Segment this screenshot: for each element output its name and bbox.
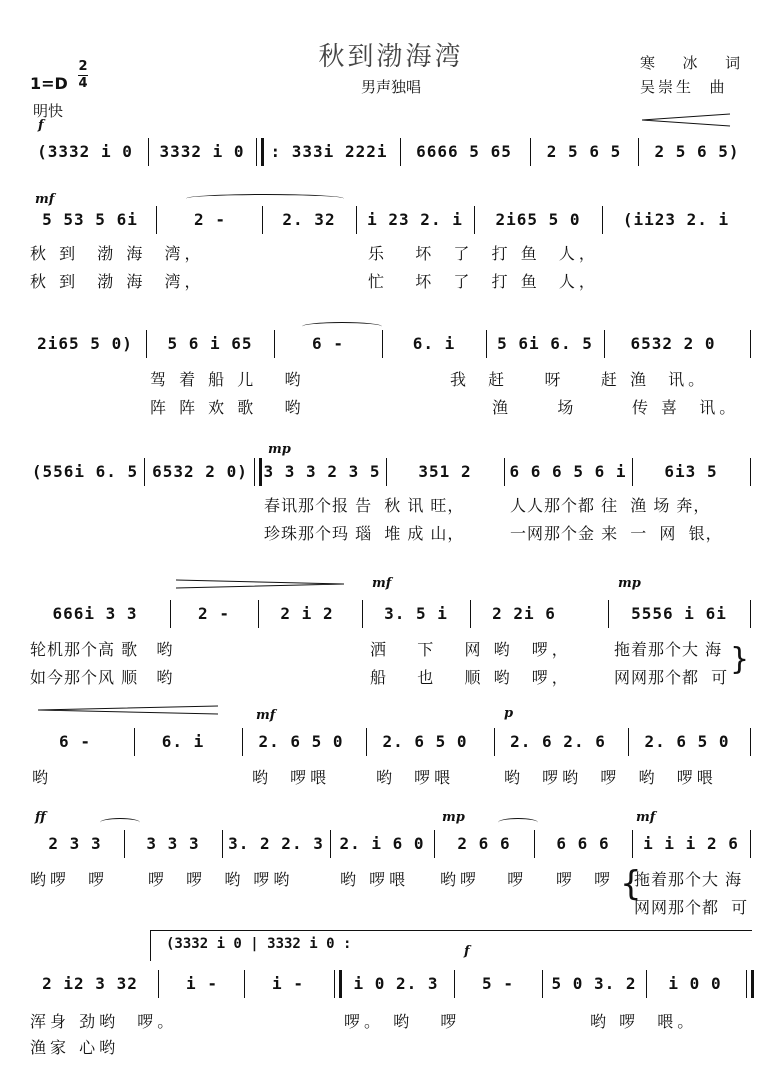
tie-slur (100, 818, 140, 827)
measure: 6i3 5 (664, 462, 718, 481)
lyric-phrase: 忙 坏 了 打 鱼 人， (368, 272, 599, 291)
measure: 2 - (198, 604, 230, 623)
measure: 666i 3 3 (52, 604, 138, 623)
dynamic-mark: mf (372, 576, 392, 591)
decrescendo-icon (642, 112, 732, 128)
dynamic-mark: mp (618, 576, 641, 591)
lyric-phrase: 哟 啰喂 (340, 870, 410, 889)
lyric-phrase: 哟 啰喂 (252, 768, 331, 787)
measure: i 0 2. 3 (353, 974, 439, 993)
lyric-phrase: 轮机那个高 歌 哟 (30, 640, 174, 659)
lyric-phrase: 网网那个都 可 (634, 898, 749, 917)
lyric-phrase: 哟 啰哟 啰 哟 啰喂 (504, 768, 717, 787)
lyric-phrase: 春讯那个报 告 秋 讯 旺， (264, 496, 465, 515)
tie-slur (186, 194, 344, 203)
crescendo-icon (176, 578, 346, 590)
lyric-line (30, 524, 752, 544)
measure: 3 3 3 2 3 5 (263, 462, 381, 481)
measure: 6. i (161, 732, 205, 751)
measure: i 0 0 (668, 974, 722, 993)
measure: (ii23 2. i (622, 210, 730, 229)
measure: 3 3 3 (146, 834, 200, 853)
staff-row-7 (30, 832, 752, 856)
time-signature-bottom: 4 (78, 76, 88, 91)
dynamic-mark: f (38, 118, 44, 133)
dynamic-mark: mp (268, 442, 291, 457)
measure: 2 - (194, 210, 226, 229)
lyric-phrase: 船 也 顺 哟 啰， (370, 668, 572, 687)
lyric-phrase: 秋 到 渤 海 湾， (30, 244, 205, 263)
staff-row-2 (30, 208, 752, 232)
staff-row-8 (30, 972, 752, 996)
measure: 351 2 (418, 462, 472, 481)
lyric-line (30, 640, 752, 660)
measure: 2 5 6 5) (654, 142, 740, 161)
lyric-phrase: 啰 啰 (556, 870, 615, 889)
lyric-phrase: 啰。 哟 啰 (344, 1012, 461, 1031)
lyric-line (30, 1038, 752, 1058)
measure: (3332 i 0 (37, 142, 133, 161)
measure: 2. 6 5 0 (258, 732, 344, 751)
staff-row-5 (30, 602, 752, 626)
measure: 2. 6 2. 6 (510, 732, 606, 751)
measure: i 23 2. i (367, 210, 463, 229)
lyric-phrase: 珍珠那个玛 瑙 堆 成 山， (264, 524, 465, 543)
lyric-phrase: 阵 阵 欢 歌 哟 (150, 398, 305, 417)
measure: 5 6 i 65 (167, 334, 253, 353)
lyric-line (30, 398, 752, 418)
measure: 2 6 6 (457, 834, 511, 853)
measure: 2 i2 3 32 (42, 974, 138, 993)
measure: 5 6i 6. 5 (497, 334, 593, 353)
measure: 6666 5 65 (416, 142, 512, 161)
lyric-phrase: 如今那个风 顺 哟 (30, 668, 174, 687)
measure: 3. 5 i (384, 604, 448, 623)
measure: : 333i 222i (270, 142, 388, 161)
lyric-phrase: 渔 场 传 喜 讯。 (492, 398, 740, 417)
lyric-line (30, 370, 752, 390)
measure: 2 i 2 (280, 604, 334, 623)
measure: 3332 i 0 (159, 142, 245, 161)
measure: 2 2i 6 (492, 604, 556, 623)
lyric-phrase: 网网那个都 可 (614, 668, 729, 687)
lyric-phrase: 浑身 劲哟 啰。 (30, 1012, 178, 1031)
staff-row-6 (30, 730, 752, 754)
time-signature-top: 2 (78, 59, 88, 74)
composer-credit: 吴崇生 曲 (640, 78, 728, 96)
ending-bracket (340, 930, 752, 931)
lyric-phrase: 渔家 心哟 (30, 1038, 120, 1057)
time-signature (78, 60, 88, 91)
lyric-line (30, 244, 752, 264)
lyric-phrase: 哟 啰喂 (376, 768, 455, 787)
measure: 2. 6 5 0 (382, 732, 468, 751)
lyric-phrase: 人人那个都 往 渔 场 奔， (510, 496, 711, 515)
dynamic-mark: p (504, 706, 514, 721)
lyric-line (30, 272, 752, 292)
lyric-line (30, 1012, 752, 1032)
lyric-phrase: 哟 啰 喂。 (590, 1012, 698, 1031)
dynamic-mark: mp (442, 810, 465, 825)
measure: i - (272, 974, 304, 993)
brace-icon: } (730, 642, 750, 677)
lyric-phrase: 哟啰 啰 (30, 870, 109, 889)
lyric-phrase: 哟 (32, 768, 53, 787)
measure: 5 - (482, 974, 514, 993)
dynamic-mark: ff (35, 810, 46, 825)
measure: 6 6 6 5 6 i (509, 462, 627, 481)
measure: i i i 2 6 (643, 834, 739, 853)
lyric-phrase: 洒 下 网 哟 啰， (370, 640, 572, 659)
lyric-phrase: 拖着那个大 海 (614, 640, 723, 659)
measure: 5556 i 6i (631, 604, 727, 623)
measure: 6 - (312, 334, 344, 353)
key-signature: 1=D (30, 74, 68, 93)
crescendo-icon (38, 704, 220, 716)
measure: 6 6 6 (556, 834, 610, 853)
lyricist-credit: 寒 冰 词 (640, 54, 747, 72)
staff-row-3 (30, 332, 752, 356)
song-title: 秋到渤海湾 (318, 42, 464, 72)
measure: 2. 6 5 0 (644, 732, 730, 751)
tie-slur (302, 322, 382, 331)
measure: 2. i 6 0 (339, 834, 425, 853)
dynamic-mark: mf (35, 192, 55, 207)
lyric-phrase: 啰 啰 哟 啰哟 (148, 870, 294, 889)
measure: 2i65 5 0) (37, 334, 133, 353)
tie-slur (498, 818, 538, 827)
measure: 5 0 3. 2 (551, 974, 637, 993)
song-subtitle: 男声独唱 (360, 78, 421, 96)
lyric-line (30, 668, 752, 688)
lyric-line (30, 768, 752, 788)
measure: 6532 2 0 (630, 334, 716, 353)
measure: (556i 6. 5 (31, 462, 139, 481)
measure: 2. 32 (282, 210, 336, 229)
measure: i - (186, 974, 218, 993)
lyric-line (30, 870, 752, 890)
dynamic-mark: mf (636, 810, 656, 825)
lyric-phrase: 驾 着 船 儿 哟 (150, 370, 305, 389)
dynamic-mark: f (464, 944, 470, 959)
lyric-phrase: 我 赶 呀 赶 渔 讯。 (450, 370, 709, 389)
tempo-marking: 明快 (33, 102, 64, 120)
measure: 6532 2 0) (152, 462, 248, 481)
measure: 6 - (59, 732, 91, 751)
brace-icon: { (620, 864, 642, 904)
lyric-phrase: 秋 到 渤 海 湾， (30, 272, 205, 291)
lyric-phrase: 拖着那个大 海 (634, 870, 743, 889)
measure: 2i65 5 0 (495, 210, 581, 229)
measure: 6. i (412, 334, 456, 353)
staff-row-1 (30, 140, 752, 164)
lyric-phrase: 乐 坏 了 打 鱼 人， (368, 244, 599, 263)
measure: 3. 2 2. 3 (228, 834, 324, 853)
lyric-phrase: 一网那个金 来 一 网 银， (510, 524, 723, 543)
lyric-line (30, 496, 752, 516)
measure: 2 5 6 5 (546, 142, 622, 161)
measure: 2 3 3 (48, 834, 102, 853)
lyric-line (30, 898, 752, 918)
measure: 5 53 5 6i (42, 210, 138, 229)
staff-row-4 (30, 460, 752, 484)
repeat-prefix: (3332 i 0 | 3332 i 0 : (166, 936, 352, 952)
lyric-phrase: 哟啰 啰 (440, 870, 528, 889)
dynamic-mark: mf (256, 708, 276, 723)
